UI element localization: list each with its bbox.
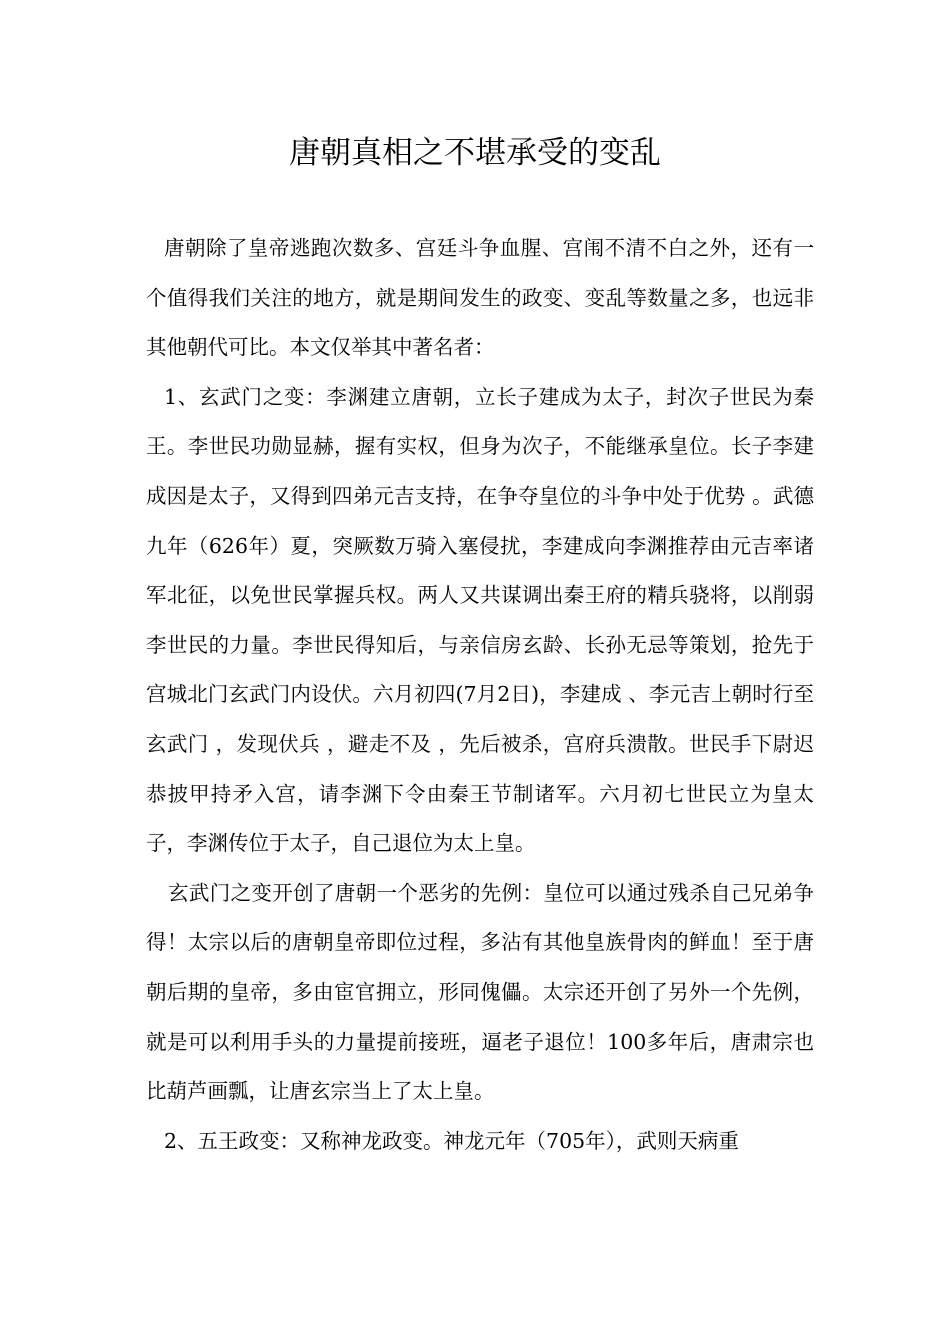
paragraph-five-kings-coup: 2、五王政变：又称神龙政变。神龙元年（705年），武则天病重 [164,1128,739,1153]
document-body [146,224,814,1166]
document-title: 唐朝真相之不堪承受的变乱 [289,135,661,171]
paragraph-intro: 唐朝除了皇帝逃跑次数多、宫廷斗争血腥、宫闱不清不白之外，还有一个值得我们关注的地方，就是期间发生的政变、变乱等数量之多，也远非其他朝代可比。本文仅举其中著名者： [146,236,814,360]
paragraph-xuanwu-precedent: 玄武门之变开创了唐朝一个恶劣的先例：皇位可以通过残杀自己兄弟争得！太宗以后的唐朝皇帝即位过程，多沾有其他皇族骨肉的鲜血！至于唐朝后期的皇帝，多由宦官拥立，形同傀儡。太宗还开创了另外一个先例，就是可以利用手头的力量提前接班，逼老子退位！100多年后，唐肃宗也比葫芦画瓢，让唐玄宗当上了太上皇。 [146,880,814,1104]
paragraph-xuanwu-gate: 1、玄武门之变：李渊建立唐朝，立长子建成为太子，封次子世民为秦王。李世民功勋显赫，握有实权，但身为次子，不能继承皇位。长子李建成因是太子，又得到四弟元吉支持，在争夺皇位的斗争中处于优势 。武德九年（626年）夏，突厥数万骑入塞侵扰，李建成向李渊推荐由元吉率诸军北征，以免世民掌握兵权。两人又共谋调出秦王府的精兵骁将，以削弱李世民的力量。李世民得知后，与亲信房玄龄、长孙无忌等策划，抢先于宫城北门玄武门内设伏。六月初四(7月2日)，李建成 、李元吉上朝时行至玄武门 ，发现伏兵 ，避走不及 ，先后被杀，宫府兵溃散。世民手下尉迟恭披甲持矛入宫，请李渊下令由秦王节制诸军。六月初七世民立为皇太子，李渊传位于太子，自己退位为太上皇。 [146,384,814,856]
